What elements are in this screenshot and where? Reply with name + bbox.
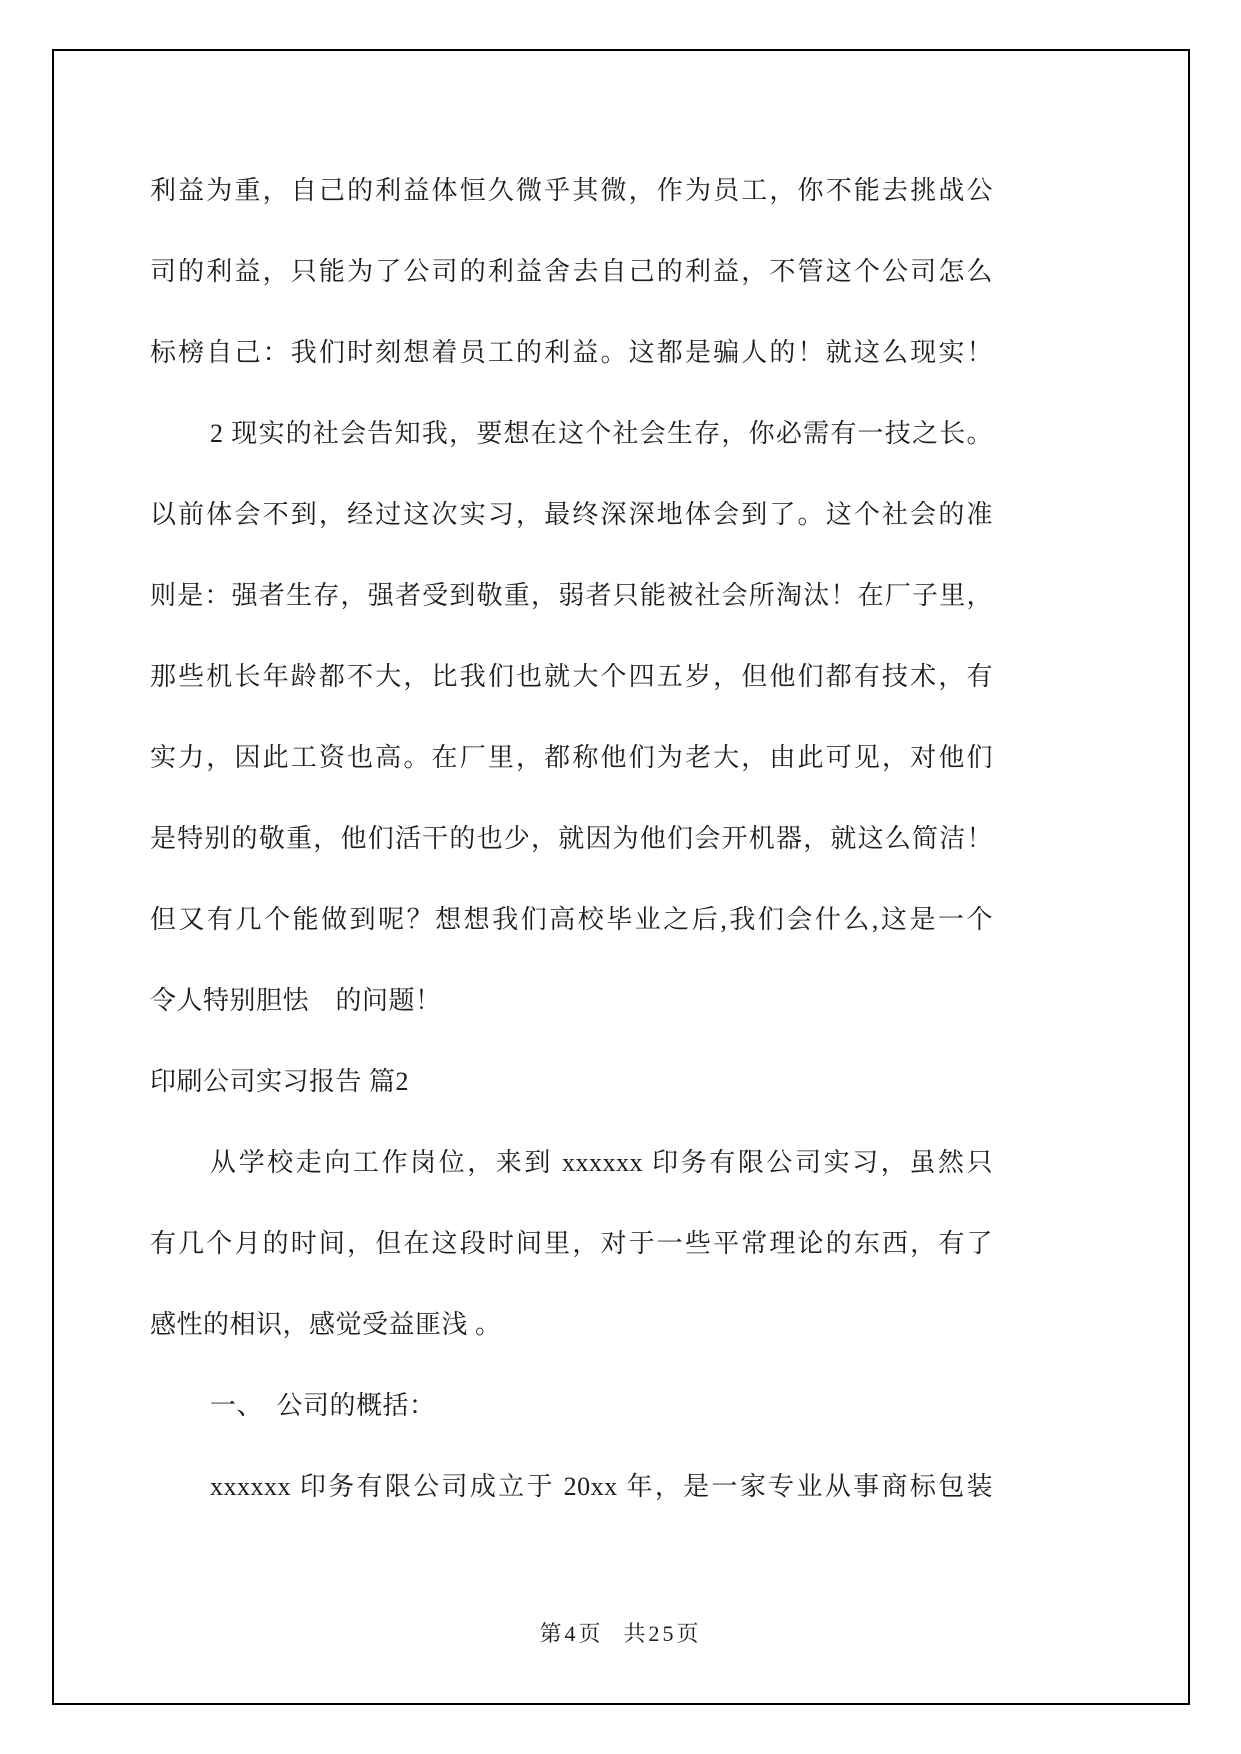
text-line: 2 现实的社会告知我，要想在这个社会生存，你必需有一技之长。 [210,419,993,448]
footer-total-suffix: 页 [676,1621,702,1646]
footer-current-page: 4 [564,1621,579,1646]
text-line: 以前体会不到，经过这次实习，最终深深地体会到了。这个社会的准 [150,500,993,529]
page-footer [0,1619,1241,1649]
text-line: 利益为重，自己的利益体恒久微乎其微，作为员工，你不能去挑战公 [150,176,993,205]
text-line: 实力，因此工资也高。在厂里，都称他们为老大，由此可见，对他们 [150,743,993,772]
text-line: 一、 公司的概括： [210,1391,436,1420]
text-line: 感性的相识，感觉受益匪浅 。 [150,1310,502,1339]
text-line: 从学校走向工作岗位，来到 xxxxxx 印务有限公司实习，虽然只 [210,1148,993,1177]
text-line: 那些机长年龄都不大，比我们也就大个四五岁，但他们都有技术，有 [150,662,993,691]
text-line: 有几个月的时间，但在这段时间里，对于一些平常理论的东西，有了 [150,1229,993,1258]
footer-total-prefix: 共 [623,1621,649,1646]
text-line: 令人特别胆怯 的问题！ [150,986,442,1015]
text-line: xxxxxx 印务有限公司成立于 20xx 年，是一家专业从事商标包装 [210,1472,993,1501]
footer-total-group [624,1621,702,1646]
document-body [150,150,993,1527]
text-line: 是特别的敬重，他们活干的也少，就因为他们会开机器，就这么简洁！ [150,824,993,853]
footer-page-suffix: 页 [578,1621,604,1646]
text-line: 印刷公司实习报告 篇2 [150,1067,410,1096]
text-line: 则是：强者生存，强者受到敬重，弱者只能被社会所淘汰！在厂子里， [150,581,993,610]
text-line: 但又有几个能做到呢？想想我们高校毕业之后,我们会什么,这是一个 [150,905,993,934]
text-line: 标榜自己：我们时刻想着员工的利益。这都是骗人的！就这么现实！ [150,338,993,367]
footer-total-pages: 25 [648,1621,677,1646]
text-line: 司的利益，只能为了公司的利益舍去自己的利益，不管这个公司怎么 [150,257,993,286]
footer-page-group [539,1621,603,1646]
footer-page-prefix: 第 [539,1621,565,1646]
